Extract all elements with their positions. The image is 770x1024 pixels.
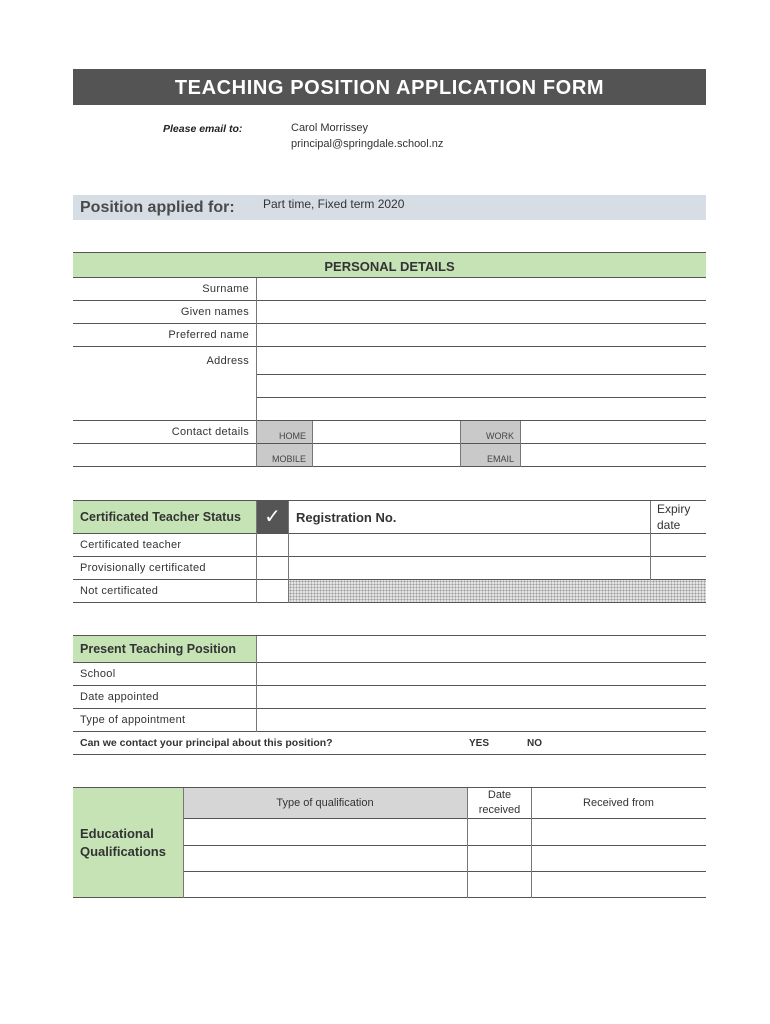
home-phone-label: HOME	[257, 421, 312, 443]
registration-no-field[interactable]	[290, 535, 650, 556]
expiry-date-label: Expiry date	[657, 502, 691, 532]
present-position-title: Present Teaching Position	[80, 642, 237, 656]
education-title: Educational Qualifications	[80, 826, 166, 859]
contact-principal-question: Can we contact your principal about this position?	[80, 737, 333, 749]
qualification-from-field[interactable]	[533, 847, 706, 870]
email-field[interactable]	[521, 444, 706, 466]
checkmark-icon: ✓	[257, 501, 288, 533]
qualification-date-field[interactable]	[469, 820, 530, 844]
qualification-from-field[interactable]	[533, 820, 706, 844]
received-from-header: Received from	[583, 797, 654, 809]
qualification-date-field[interactable]	[469, 847, 530, 870]
mobile-phone-field[interactable]	[313, 444, 460, 466]
cert-row-label: Provisionally certificated	[80, 562, 206, 574]
qualification-type-header: Type of qualification	[183, 788, 467, 818]
surname-label: Surname	[202, 283, 249, 295]
cert-row-label: Certificated teacher	[80, 539, 182, 551]
address-field-line-3[interactable]	[258, 399, 706, 420]
form-title: TEACHING POSITION APPLICATION FORM	[73, 69, 706, 105]
email-address-link[interactable]: principal@springdale.school.nz	[291, 138, 444, 150]
address-field-line-1[interactable]	[258, 348, 706, 374]
disabled-hatched-area	[289, 580, 706, 603]
type-of-appointment-field[interactable]	[258, 710, 706, 731]
cert-status-title: Certificated Teacher Status	[80, 510, 241, 524]
surname-field[interactable]	[258, 279, 706, 300]
mobile-phone-label: MOBILE	[257, 444, 312, 466]
address-label: Address	[206, 355, 249, 367]
certificated-checkbox[interactable]	[258, 535, 288, 556]
expiry-date-field[interactable]	[652, 535, 706, 556]
date-appointed-field[interactable]	[258, 687, 706, 708]
school-field[interactable]	[258, 664, 706, 685]
position-value-field[interactable]: Part time, Fixed term 2020	[263, 197, 405, 211]
provisional-expiry-date-field[interactable]	[652, 558, 706, 579]
qualification-type-field[interactable]	[185, 820, 466, 844]
email-label: Please email to:	[163, 123, 243, 135]
given-names-field[interactable]	[258, 302, 706, 323]
date-received-header: Date received	[478, 789, 521, 816]
contact-details-label: Contact details	[171, 426, 249, 438]
provisionally-certificated-checkbox[interactable]	[258, 558, 288, 579]
address-field-line-2[interactable]	[258, 376, 706, 397]
email-label-box: EMAIL	[461, 444, 520, 466]
qualification-date-field[interactable]	[469, 873, 530, 896]
not-certificated-checkbox[interactable]	[258, 581, 288, 602]
work-phone-label: WORK	[461, 421, 520, 443]
qualification-from-field[interactable]	[533, 873, 706, 896]
cert-row-label: Not certificated	[80, 585, 159, 597]
present-row-label: Type of appointment	[80, 714, 186, 726]
given-names-label: Given names	[180, 306, 249, 318]
qualification-type-field[interactable]	[185, 847, 466, 870]
provisional-registration-no-field[interactable]	[290, 558, 650, 579]
present-row-label: School	[80, 668, 116, 680]
home-phone-field[interactable]	[313, 421, 460, 443]
contact-no-option[interactable]: NO	[527, 738, 542, 749]
present-row-label: Date appointed	[80, 691, 159, 703]
registration-no-label: Registration No.	[296, 510, 397, 525]
email-recipient-name: Carol Morrissey	[291, 122, 369, 134]
preferred-name-field[interactable]	[258, 325, 706, 346]
qualification-type-field[interactable]	[185, 873, 466, 896]
preferred-name-label: Preferred name	[168, 329, 249, 341]
position-label: Position applied for:	[80, 199, 235, 216]
personal-details-title: PERSONAL DETAILS	[324, 259, 455, 274]
contact-yes-option[interactable]: YES	[469, 738, 490, 749]
present-position-field[interactable]	[258, 637, 706, 661]
work-phone-field[interactable]	[521, 421, 706, 443]
